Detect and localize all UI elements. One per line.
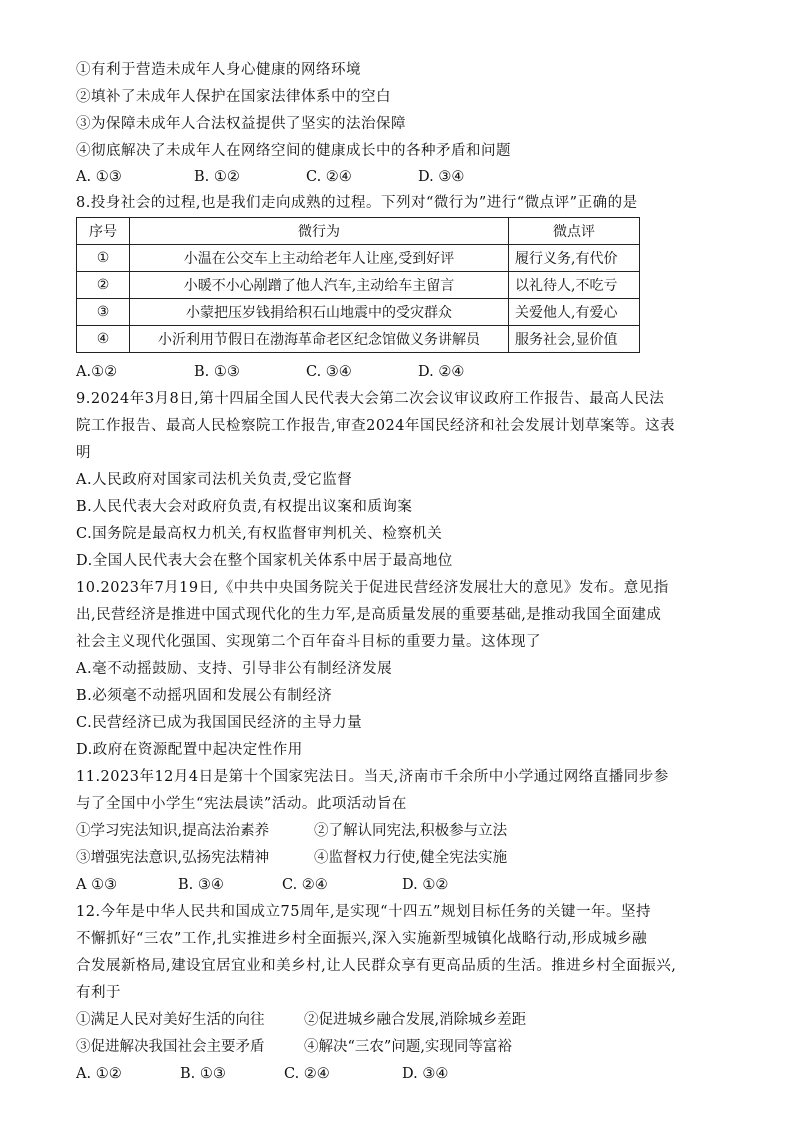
q10-option-a: A.毫不动摇鼓励、支持、引导非公有制经济发展 [76,661,393,677]
q8-row-behavior: 小温在公交车上主动给老年人让座,受到好评 [130,245,509,272]
q10-stem-line: 社会主义现代化强国、实现第二个百年奋斗目标的重要力量。这体现了 [76,634,541,650]
q12-stem-line: 有利于 [76,985,121,1001]
q7-option-b: B. ①② [194,169,240,185]
q12-items-row [76,1037,512,1057]
q9-stem-line: 明 [76,445,91,461]
q11-item-1: ①学习宪法知识,提高法治素养 [76,823,270,839]
table-row [77,299,640,326]
q8-table-header [77,218,640,245]
q8-table [76,217,640,353]
q8-row-comment: 关爱他人,有爱心 [509,299,640,326]
q12-option-d: D. ③④ [402,1066,449,1082]
table-row [77,245,640,272]
q8-row-no: ④ [77,326,130,353]
q12-stem-line: 不懈抓好“三农”工作,扎实推进乡村全面振兴,深入实施新型城镇化战略行动,形成城乡融 [76,931,648,947]
q11-option-a: A ①③ [76,877,118,893]
q7-item-1: ①有利于营造未成年人身心健康的网络环境 [76,62,361,78]
q8-row-behavior: 小暖不小心剐蹭了他人汽车,主动给车主留言 [130,272,509,299]
q8-row-comment: 以礼待人,不吃亏 [509,272,640,299]
q11-item-2: ②了解认同宪法,积极参与立法 [314,823,508,839]
q7-option-d: D. ③④ [418,169,465,185]
q8-row-no: ② [77,272,130,299]
q7-item-4: ④彻底解决了未成年人在网络空间的健康成长中的各种矛盾和问题 [76,143,511,159]
q10-option-d: D.政府在资源配置中起决定性作用 [76,742,303,758]
q8-header-behavior: 微行为 [130,218,509,245]
q8-row-comment: 服务社会,显价值 [509,326,640,353]
q12-stem-line: 12.今年是中华人民共和国成立75周年,是实现“十四五”规划目标任务的关键一年。坚持 [76,904,651,920]
q9-stem-line: 院工作报告、最高人民检察院工作报告,审查2024年国民经济和社会发展计划草案等。这表 [76,418,676,434]
q9-option-a: A.人民政府对国家司法机关负责,受它监督 [76,472,353,488]
q7-item-3: ③为保障未成年人合法权益提供了坚实的法治保障 [76,116,406,132]
q9-stem-line: 9.2024年3月8日,第十四届全国人民代表大会第二次会议审议政府工作报告、最高人民法 [76,391,665,407]
q12-item-3: ③促进解决我国社会主要矛盾 [76,1039,265,1055]
q10-stem-line: 出,民营经济是推进中国式现代化的生力军,是高质量发展的重要基础,是推动我国全面建成 [76,607,662,623]
table-row [77,326,640,353]
q8-option-c: C. ③④ [306,364,352,380]
q11-option-b: B. ③④ [178,877,224,893]
q11-items-row [76,848,507,868]
q7-option-c: C. ②④ [306,169,352,185]
q12-option-c: C. ②④ [284,1066,330,1082]
q12-option-b: B. ①③ [180,1066,226,1082]
q8-option-d: D. ②④ [418,364,465,380]
q12-item-1: ①满足人民对美好生活的向往 [76,1012,265,1028]
q10-option-c: C.民营经济已成为我国国民经济的主导力量 [76,715,363,731]
q7-options [76,167,464,187]
q12-option-a: A. ①② [76,1066,122,1082]
q7-item-2: ②填补了未成年人保护在国家法律体系中的空白 [76,89,391,105]
q9-option-b: B.人民代表大会对政府负责,有权提出议案和质询案 [76,499,413,515]
q8-header-comment: 微点评 [509,218,640,245]
q11-item-3: ③增强宪法意识,弘扬宪法精神 [76,850,270,866]
q8-row-behavior: 小沂利用节假日在渤海革命老区纪念馆做义务讲解员 [130,326,509,353]
q11-stem-line: 与了全国中小学生“宪法晨读”活动。此项活动旨在 [76,796,407,812]
q8-stem: 8.投身社会的过程,也是我们走向成熟的过程。下列对“微行为”进行“微点评”正确的是 [76,195,638,211]
q12-items-row [76,1010,526,1030]
q8-row-no: ① [77,245,130,272]
q12-options [76,1064,448,1084]
table-row [77,272,640,299]
q11-stem-line: 11.2023年12月4日是第十个国家宪法日。当天,济南市千余所中小学通过网络直播同步参 [76,769,669,785]
q7-option-a: A. ①③ [76,169,122,185]
q8-row-behavior: 小蒙把压岁钱捐给积石山地震中的受灾群众 [130,299,509,326]
q8-header-no: 序号 [77,218,130,245]
q11-option-c: C. ②④ [282,877,328,893]
q11-items-row [76,821,507,841]
q10-stem-line: 10.2023年7月19日,《中共中央国务院关于促进民营经济发展壮大的意见》发布。意见指 [76,580,669,596]
q8-option-b: B. ①③ [194,364,240,380]
q8-options [76,362,464,382]
q12-stem-line: 合发展新格局,建设宜居宜业和美乡村,让人民群众享有更高品质的生活。推进乡村全面振兴, [76,958,677,974]
q11-option-d: D. ①② [402,877,449,893]
q12-item-2: ②促进城乡融合发展,消除城乡差距 [304,1012,527,1028]
q11-options [76,875,448,895]
q12-item-4: ④解决“三农”问题,实现同等富裕 [304,1039,512,1055]
q8-row-comment: 履行义务,有代价 [509,245,640,272]
q8-option-a: A.①② [76,364,118,380]
q8-row-no: ③ [77,299,130,326]
q9-option-d: D.全国人民代表大会在整个国家机关体系中居于最高地位 [76,553,453,569]
q11-item-4: ④监督权力行使,健全宪法实施 [314,850,508,866]
q9-option-c: C.国务院是最高权力机关,有权监督审判机关、检察机关 [76,526,443,542]
q10-option-b: B.必须毫不动摇巩固和发展公有制经济 [76,688,333,704]
